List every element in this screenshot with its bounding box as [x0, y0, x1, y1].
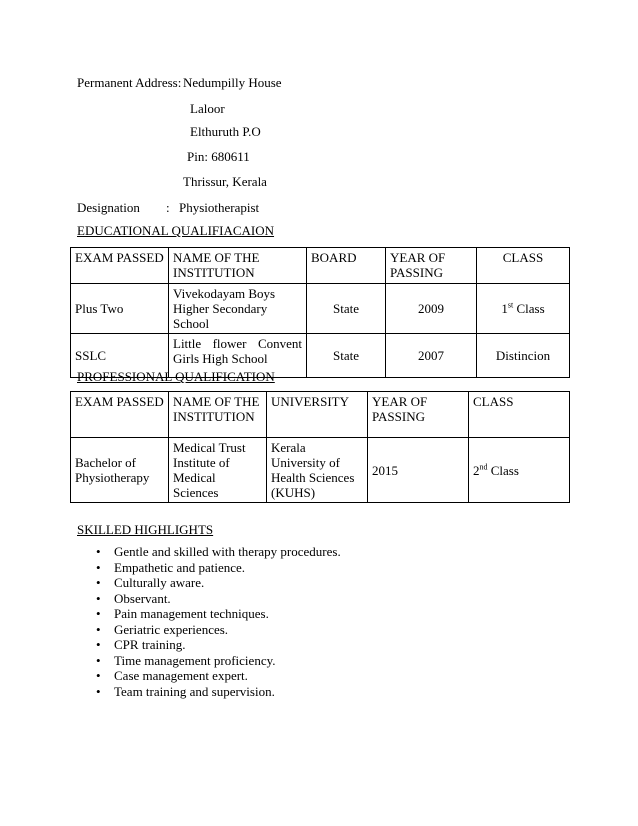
- list-item: [96, 560, 341, 576]
- table-row: [71, 438, 570, 503]
- address-label: Permanent Address:: [77, 75, 182, 90]
- skill-text: Team training and supervision.: [114, 683, 275, 699]
- professional-heading: PROFESSIONAL QUALIFICATION: [77, 369, 275, 384]
- edu-row2-exam: SSLC: [71, 334, 169, 378]
- educational-header-row: [71, 248, 570, 284]
- bullet-icon: •: [96, 621, 101, 637]
- skill-text: Case management expert.: [114, 668, 248, 683]
- edu-row1-class-text: Class: [513, 301, 545, 316]
- designation-separator: :: [166, 200, 170, 215]
- address-line-1: Nedumpilly House: [183, 75, 282, 90]
- pro-header-university: UNIVERSITY: [267, 392, 368, 438]
- address-line-3: Elthuruth P.O: [190, 124, 261, 139]
- skill-text: Time management proficiency.: [114, 652, 276, 668]
- edu-row1-exam: Plus Two: [71, 284, 169, 334]
- educational-table: [70, 247, 570, 378]
- pro-row1-year: 2015: [368, 438, 469, 503]
- skill-text: Culturally aware.: [114, 575, 205, 590]
- edu-row1-board: State: [307, 284, 386, 334]
- skills-heading: SKILLED HIGHLIGHTS: [77, 522, 214, 537]
- list-item: [96, 637, 341, 653]
- address-line-2: Laloor: [190, 101, 225, 116]
- pro-row1-institution: Medical Trust Institute of Medical Sciences: [169, 438, 267, 503]
- bullet-icon: •: [96, 575, 101, 590]
- professional-table: [70, 391, 570, 503]
- list-item: [96, 544, 341, 560]
- edu-row2-board: State: [307, 334, 386, 378]
- edu-row1-class-num: 1: [501, 301, 508, 316]
- edu-row1-institution: Vivekodayam Boys Higher Secondary School: [169, 284, 307, 334]
- list-item: [96, 684, 341, 700]
- table-row: [71, 284, 570, 334]
- bullet-icon: •: [96, 544, 101, 559]
- edu-header-board: BOARD: [307, 248, 386, 284]
- pro-header-class: CLASS: [469, 392, 570, 438]
- edu-row1-class-sup: st: [507, 300, 514, 310]
- address-line-5: Thrissur, Kerala: [183, 174, 267, 189]
- pro-row1-class-text: Class: [487, 462, 519, 478]
- edu-row2-institution: Little flower Convent Girls High School: [169, 334, 307, 378]
- list-item: [96, 606, 341, 622]
- edu-row2-year: 2007: [386, 334, 477, 378]
- pro-header-institution: NAME OF THE INSTITUTION: [169, 392, 267, 438]
- pro-row1-university: Kerala University of Health Sciences (KUHS): [267, 438, 368, 503]
- list-item: [96, 591, 341, 607]
- edu-header-year: YEAR OF PASSING: [386, 248, 477, 284]
- pro-header-year: YEAR OF PASSING: [368, 392, 469, 438]
- pro-row1-class: [469, 438, 570, 503]
- address-line-4: Pin: 680611: [187, 149, 250, 164]
- list-item: [96, 653, 341, 669]
- pro-header-exam: EXAM PASSED: [71, 392, 169, 438]
- skill-text: Gentle and skilled with therapy procedures.: [114, 544, 341, 559]
- skill-text: Pain management techniques.: [114, 606, 269, 621]
- edu-header-exam: EXAM PASSED: [71, 248, 169, 284]
- list-item: [96, 622, 341, 638]
- bullet-icon: •: [96, 683, 101, 699]
- educational-heading: EDUCATIONAL QUALIFIACAION: [77, 223, 275, 238]
- bullet-icon: •: [96, 637, 101, 652]
- skill-text: CPR training.: [114, 637, 186, 652]
- edu-row1-year: 2009: [386, 284, 477, 334]
- bullet-icon: •: [96, 606, 101, 621]
- skill-text: Observant.: [114, 590, 171, 606]
- edu-row2-class: Distincion: [477, 334, 570, 378]
- skills-list: [96, 544, 341, 699]
- list-item: [96, 668, 341, 684]
- professional-header-row: [71, 392, 570, 438]
- list-item: [96, 575, 341, 591]
- skill-text: Geriatric experiences.: [114, 621, 229, 637]
- bullet-icon: •: [96, 652, 101, 668]
- designation-value: Physiotherapist: [179, 200, 260, 215]
- pro-row1-class-sup: nd: [479, 462, 488, 472]
- pro-row1-exam: Bachelor of Physiotherapy: [71, 438, 169, 503]
- edu-row1-class: [477, 284, 570, 334]
- bullet-icon: •: [96, 590, 101, 606]
- bullet-icon: •: [96, 559, 101, 575]
- edu-header-institution: NAME OF THE INSTITUTION: [169, 248, 307, 284]
- edu-header-class: CLASS: [477, 248, 570, 284]
- designation-label: Designation: [77, 200, 140, 215]
- bullet-icon: •: [96, 668, 101, 683]
- pro-row1-class-num: 2: [473, 462, 480, 478]
- skill-text: Empathetic and patience.: [114, 559, 246, 575]
